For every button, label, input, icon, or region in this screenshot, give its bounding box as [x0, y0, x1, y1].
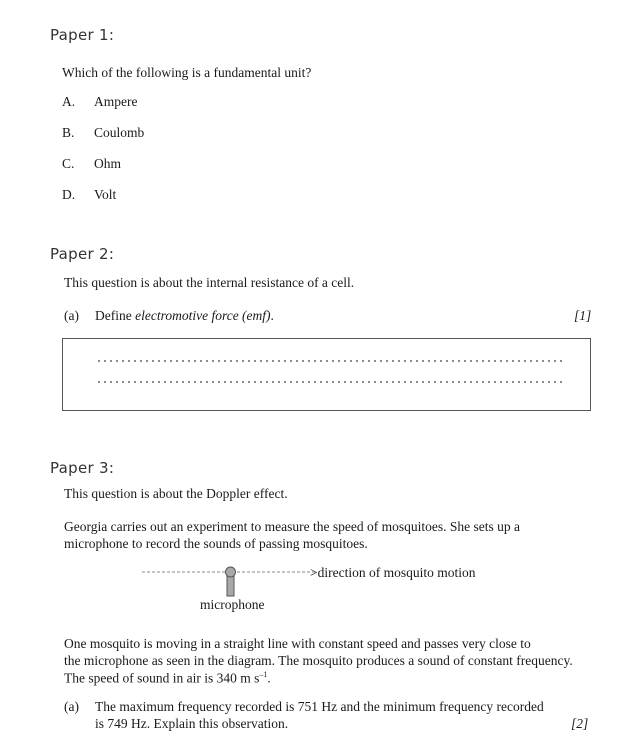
mosquito-diagram: [140, 560, 320, 600]
option-text: Ohm: [94, 156, 121, 171]
option-letter: D.: [62, 187, 76, 202]
paper3-para2-line2: the microphone as seen in the diagram. The mosquito produces a sound of constant frequency.: [64, 653, 573, 668]
answer-line[interactable]: [96, 360, 566, 362]
paper2-marks: [1]: [574, 308, 592, 323]
paper2-intro: This question is about the internal resistance of a cell.: [64, 275, 355, 290]
paper3-intro: This question is about the Doppler effect.: [64, 486, 288, 501]
speed-exponent: –1: [259, 670, 268, 679]
answer-line[interactable]: [96, 381, 566, 383]
paper3-para1-line2: microphone to record the sounds of passing mosquitoes.: [64, 536, 368, 551]
paper3-marks: [2]: [571, 716, 589, 731]
paper2-heading: Paper 2:: [50, 245, 115, 263]
paper3-part-line1: The maximum frequency recorded is 751 Hz and the minimum frequency recorded: [95, 699, 544, 714]
paper3-para1-line1: Georgia carries out an experiment to measure the speed of mosquitoes. She sets up a: [64, 519, 520, 534]
paper3-para2-line3: [64, 670, 271, 687]
speed-suffix: .: [267, 670, 271, 686]
arrow-label: >direction of mosquito motion: [310, 565, 476, 580]
microphone-icon: [226, 567, 236, 577]
paper3-para2-line1: One mosquito is moving in a straight line with constant speed and passes very close to: [64, 636, 531, 651]
option-text: Coulomb: [94, 125, 145, 140]
microphone-label: microphone: [200, 597, 265, 612]
option-text: Ampere: [94, 94, 138, 109]
part-term: electromotive force (emf): [135, 308, 271, 323]
paper2-part-label: (a): [64, 308, 79, 323]
part-prefix: Define: [95, 308, 136, 323]
option-letter: B.: [62, 125, 75, 140]
option-letter: A.: [62, 94, 76, 109]
paper3-part-label: (a): [64, 699, 79, 714]
paper1-question: Which of the following is a fundamental unit?: [62, 65, 312, 80]
answer-box[interactable]: [62, 338, 591, 411]
option-text: Volt: [94, 187, 117, 202]
paper3-heading: Paper 3:: [50, 459, 115, 477]
paper1-heading: Paper 1:: [50, 26, 115, 44]
paper2-part-text: [95, 308, 274, 324]
part-suffix: .: [270, 308, 274, 323]
speed-text: The speed of sound in air is 340 m s: [64, 670, 260, 686]
option-letter: C.: [62, 156, 75, 171]
paper3-part-line2: is 749 Hz. Explain this observation.: [95, 716, 289, 731]
